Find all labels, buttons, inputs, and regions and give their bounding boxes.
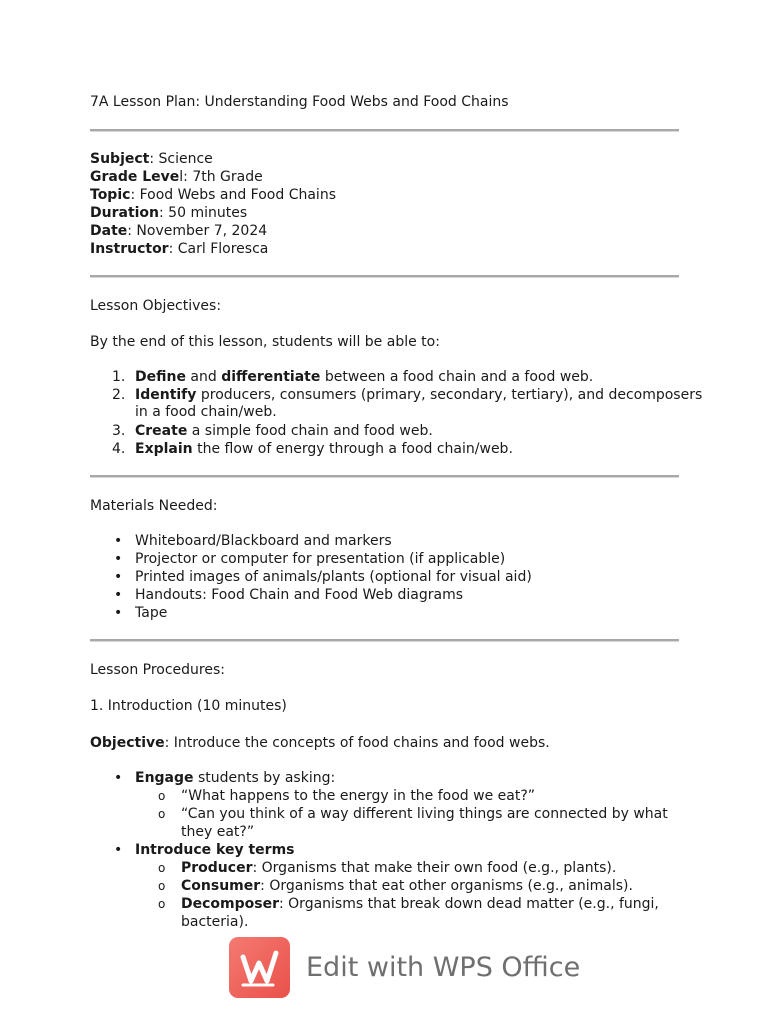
- item-text: and: [185, 369, 222, 385]
- instructor-line: [90, 240, 268, 258]
- objectives-heading: Lesson Objectives:: [90, 298, 222, 314]
- divider: [90, 129, 679, 132]
- topic-line: [90, 186, 336, 204]
- objective-text: : Introduce the concepts of food chains and food webs.: [164, 735, 550, 751]
- list-item: Handouts: Food Chain and Food Web diagrams: [135, 587, 464, 603]
- list-item: [135, 440, 513, 458]
- item-text: the flow of energy through a food chain/web.: [192, 441, 513, 457]
- bullet: •: [114, 605, 123, 621]
- keyword: Explain: [135, 441, 193, 457]
- bullet: •: [114, 533, 123, 549]
- duration-label: Duration: [90, 205, 160, 221]
- wps-logo-icon[interactable]: [229, 937, 290, 998]
- topic-value: : Food Webs and Food Chains: [130, 187, 336, 203]
- sub-bullet: o: [158, 897, 166, 911]
- duration-value: : 50 minutes: [159, 205, 248, 221]
- bullet: •: [114, 587, 123, 603]
- sub-bullet: o: [158, 861, 166, 875]
- subject-value: : Science: [149, 151, 213, 167]
- list-item: Projector or computer for presentation (if applicable): [135, 551, 506, 567]
- list-number: 2.: [112, 387, 126, 403]
- bullet: •: [114, 770, 123, 786]
- sub-bullet: o: [158, 879, 166, 893]
- instructor-label: Instructor: [90, 241, 169, 257]
- subject-line: [90, 150, 213, 168]
- date-label: Date: [90, 223, 128, 239]
- wps-watermark-text[interactable]: Edit with WPS Office: [306, 952, 581, 983]
- materials-heading: Materials Needed:: [90, 498, 218, 514]
- sub-list-item: “What happens to the energy in the food we eat?”: [181, 788, 536, 804]
- item-text: : Organisms that eat other organisms (e.g., animals).: [260, 878, 633, 894]
- keyword: Consumer: [181, 878, 261, 894]
- item-text: a simple food chain and food web.: [187, 423, 433, 439]
- keyword: Decomposer: [181, 896, 279, 912]
- topic-label: Topic: [90, 187, 131, 203]
- list-item: Printed images of animals/plants (optional for visual aid): [135, 569, 532, 585]
- wps-w-glyph-icon: [229, 937, 290, 998]
- bullet: •: [114, 842, 123, 858]
- item-text: : Organisms that make their own food (e.g., plants).: [252, 860, 617, 876]
- introduction-heading: 1. Introduction (10 minutes): [90, 698, 287, 714]
- item-text: between a food chain and a food web.: [320, 369, 594, 385]
- grade-label: Grade Leve: [90, 169, 180, 185]
- date-value: : November 7, 2024: [127, 223, 268, 239]
- list-item: [135, 386, 702, 404]
- duration-line: [90, 204, 247, 222]
- objective-line: [90, 734, 550, 752]
- divider: [90, 639, 679, 642]
- keyword: Identify: [135, 387, 197, 403]
- item-text: : Organisms that break down dead matter (e.g., fungi,: [279, 896, 659, 912]
- list-item: Whiteboard/Blackboard and markers: [135, 533, 392, 549]
- grade-line: [90, 168, 263, 186]
- list-number: 1.: [112, 369, 126, 385]
- item-text: producers, consumers (primary, secondary, tertiary), and decomposers: [196, 387, 703, 403]
- sub-list-item-continuation: they eat?”: [181, 824, 255, 840]
- list-item: Tape: [135, 605, 168, 621]
- objectives-intro: By the end of this lesson, students will be able to:: [90, 334, 440, 350]
- sub-bullet: o: [158, 789, 166, 803]
- sub-list-item: “Can you think of a way different living things are connected by what: [181, 806, 668, 822]
- sub-list-item: [181, 895, 659, 913]
- keyword: Producer: [181, 860, 253, 876]
- grade-value: l: 7th Grade: [179, 169, 263, 185]
- sub-list-item: [181, 877, 633, 895]
- sub-list-item-continuation: bacteria).: [181, 914, 249, 930]
- keyword: Engage: [135, 770, 194, 786]
- list-number: 4.: [112, 441, 126, 457]
- list-item: [135, 769, 335, 787]
- item-text: students by asking:: [193, 770, 336, 786]
- instructor-value: : Carl Floresca: [168, 241, 269, 257]
- list-number: 3.: [112, 423, 126, 439]
- list-item: Introduce key terms: [135, 842, 295, 858]
- objective-label: Objective: [90, 735, 165, 751]
- sub-bullet: o: [158, 807, 166, 821]
- subject-label: Subject: [90, 151, 150, 167]
- bullet: •: [114, 569, 123, 585]
- keyword: Create: [135, 423, 188, 439]
- keyword: differentiate: [221, 369, 321, 385]
- page-title: 7A Lesson Plan: Understanding Food Webs and Food Chains: [90, 94, 509, 110]
- bullet: •: [114, 551, 123, 567]
- divider: [90, 475, 679, 478]
- list-item: [135, 422, 433, 440]
- list-item: [135, 368, 593, 386]
- sub-list-item: [181, 859, 616, 877]
- keyword: Define: [135, 369, 186, 385]
- date-line: [90, 222, 267, 240]
- list-item-continuation: in a food chain/web.: [135, 404, 277, 420]
- divider: [90, 275, 679, 278]
- procedures-heading: Lesson Procedures:: [90, 662, 225, 678]
